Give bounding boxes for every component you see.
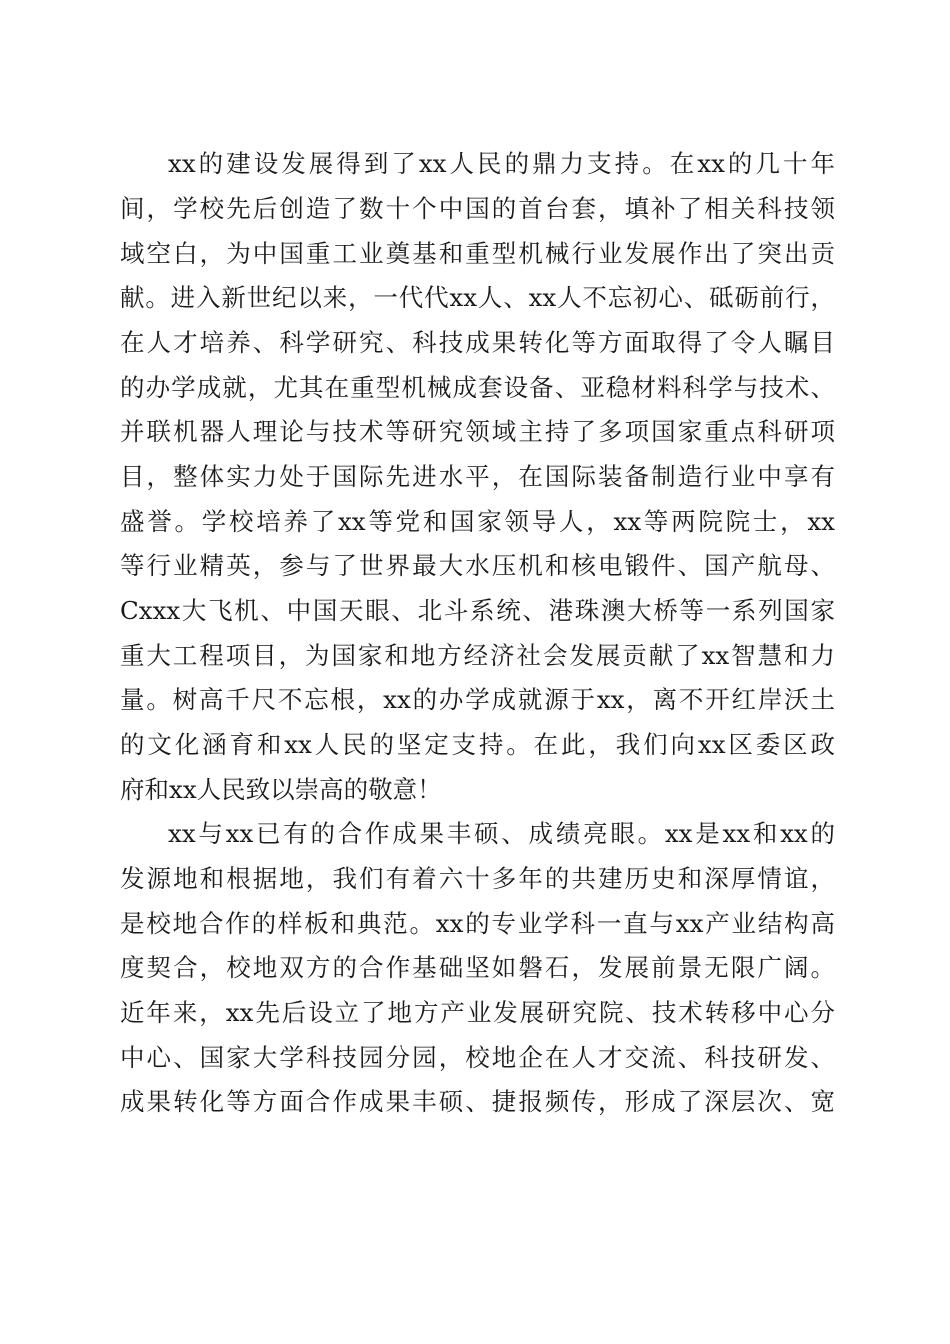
text-line: 成果转化等方面合作成果丰硕、捷报频传，形成了深层次、宽 [120,1087,835,1116]
text-line: 在人才培养、科学研究、科技成果转化等方面取得了令人瞩目 [120,328,835,357]
text-line: 等行业精英，参与了世界最大水压机和核电锻件、国产航母、 [120,551,835,580]
text-line: 并联机器人理论与技术等研究领域主持了多项国家重点科研项 [120,417,835,446]
text-line: 盛誉。学校培养了xx等党和国家领导人，xx等两院院士，xx [120,507,835,536]
text-line: 重大工程项目，为国家和地方经济社会发展贡献了xx智慧和力 [120,641,835,670]
text-line: 域空白，为中国重工业奠基和重型机械行业发展作出了突出贡 [120,239,835,268]
text-line: 的文化涵育和xx人民的坚定支持。在此，我们向xx区委区政 [120,730,835,759]
text-line: 量。树高千尺不忘根，xx的办学成就源于xx，离不开红岸沃土 [120,685,835,714]
text-line: 发源地和根据地，我们有着六十多年的共建历史和深厚情谊， [120,864,835,893]
text-line: 是校地合作的样板和典范。xx的专业学科一直与xx产业结构高 [120,909,835,938]
text-line: 间，学校先后创造了数十个中国的首台套，填补了相关科技领 [120,194,835,223]
text-line: 目，整体实力处于国际先进水平，在国际装备制造行业中享有 [120,462,835,491]
text-line: 的办学成就，尤其在重型机械成套设备、亚稳材料科学与技术、 [120,373,835,402]
text-line: 中心、国家大学科技园分园，校地企在人才交流、科技研发、 [120,1043,835,1072]
text-line: 献。进入新世纪以来，一代代xx人、xx人不忘初心、砥砺前行， [120,283,835,312]
text-line: 府和xx人民致以崇高的敬意！ [120,775,442,804]
text-line: Cxxx大飞机、中国天眼、北斗系统、港珠澳大桥等一系列国家 [120,596,835,625]
text-line: xx的建设发展得到了xx人民的鼎力支持。在xx的几十年 [168,149,835,178]
text-line: 近年来，xx先后设立了地方产业发展研究院、技术转移中心分 [120,998,835,1027]
text-line: 度契合，校地双方的合作基础坚如磐石，发展前景无限广阔。 [120,953,835,982]
text-line: xx与xx已有的合作成果丰硕、成绩亮眼。xx是xx和xx的 [168,819,835,848]
